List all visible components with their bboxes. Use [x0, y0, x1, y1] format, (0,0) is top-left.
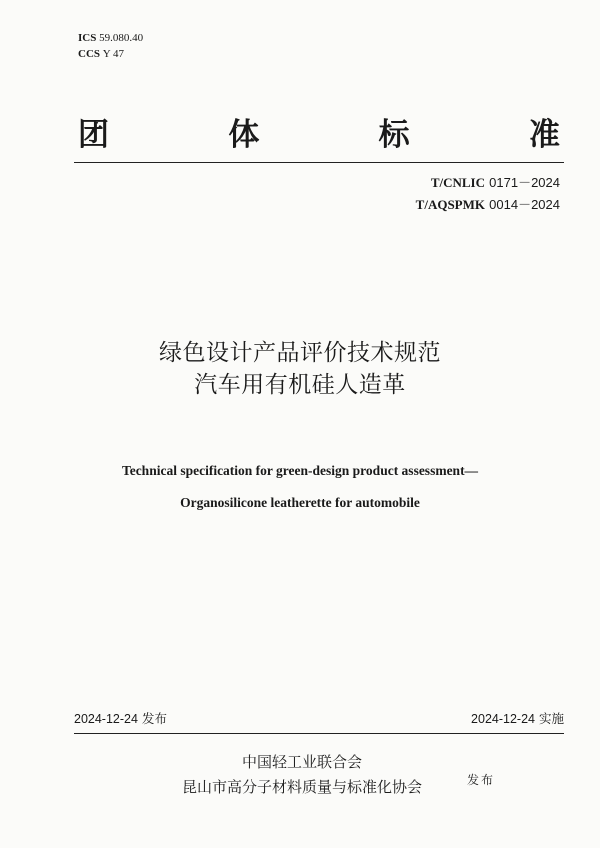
implement-date [471, 710, 564, 728]
ccs-line [78, 46, 143, 62]
publish-label: 发布 [467, 773, 496, 787]
bottom-divider [74, 733, 564, 734]
top-divider [74, 162, 564, 163]
publisher-org2: 昆山市高分子材料质量与标准化协会 [182, 778, 423, 796]
implement-date-label: 实施 [538, 711, 564, 726]
ics-label: ICS [78, 32, 97, 44]
ccs-label: CCS [78, 48, 101, 60]
publisher-org1: 中国轻工业联合会 [242, 753, 363, 771]
standard-numbers [416, 172, 560, 216]
ics-line [78, 30, 143, 46]
ccs-code: Y 47 [102, 48, 125, 60]
standard-number-aqspmk [416, 194, 560, 216]
implement-date-value: 2024-12-24 [471, 712, 535, 726]
publishers [182, 750, 422, 800]
ics-code: 59.080.40 [99, 32, 144, 44]
title-cn-line1: 绿色设计产品评价技术规范 [159, 340, 441, 366]
standard-type-char: 准 [528, 117, 560, 153]
standard-number: 0171－2024 [489, 175, 560, 190]
issue-date-label: 发布 [141, 711, 167, 726]
title-chinese [0, 337, 600, 401]
standard-type-char: 团 [78, 117, 109, 153]
title-english [0, 455, 600, 519]
standard-prefix: T/AQSPMK [415, 197, 486, 212]
standard-number: 0014－2024 [489, 197, 560, 212]
title-en-line1: Technical specification for green-design product assessment— [121, 463, 479, 478]
title-cn-line2: 汽车用有机硅人造革 [194, 372, 406, 398]
standard-number-cnlic [416, 172, 560, 194]
issue-date-value: 2024-12-24 [74, 712, 138, 726]
classification-codes [78, 30, 143, 62]
standard-prefix: T/CNLIC [430, 175, 486, 190]
standard-type-char: 标 [378, 117, 410, 153]
title-en-line2: Organosilicone leatherette for automobile [180, 495, 420, 510]
issue-date [74, 710, 167, 728]
standard-type-heading [78, 115, 560, 155]
dates-row [74, 710, 564, 728]
standard-type-char: 体 [228, 117, 260, 153]
